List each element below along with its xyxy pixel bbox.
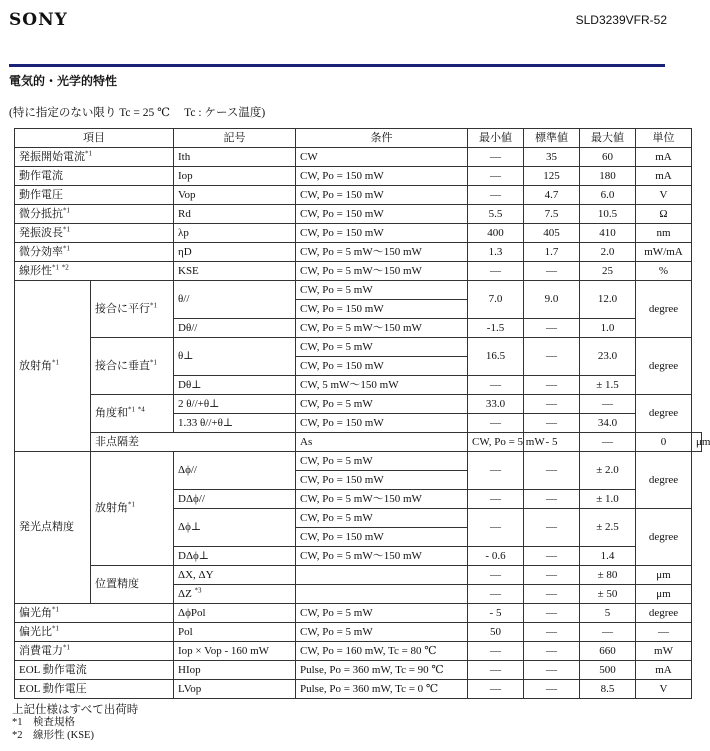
table-cell: 180 [580,167,636,186]
table-cell: 500 [580,661,636,680]
table-cell: V [636,680,692,699]
table-cell: ± 1.0 [580,490,636,509]
table-cell: 偏光比$^{*1}$ [15,623,174,642]
table-cell: 偏光角$^{*1}$ [15,604,174,623]
table-cell: degree [636,395,692,433]
table-row [15,224,702,243]
characteristics-table [14,128,710,699]
table-cell: 消費電力$^{*1}$ [15,642,174,661]
footnote-2: *2 線形性 (KSE) [12,730,94,741]
table-cell: — [524,642,580,661]
table-cell: CW, Po = 5 mW〜150 mW [296,243,468,262]
parallel-label: 接合に平行$^{*1}$ [91,281,174,338]
table-row [15,338,702,357]
table-cell: — [524,680,580,699]
table-cell: ± 50 [580,585,636,604]
table-row [15,604,702,623]
table-cell: CW, Po = 150 mW [296,205,468,224]
table-cell: Iop [174,167,296,186]
table-cell: - 5 [468,604,524,623]
table-cell: 9.0 [524,281,580,319]
table-cell: mW [636,642,692,661]
table-cell: - 5 [524,433,580,452]
table-cell: CW, Po = 150 mW [296,471,468,490]
table-cell: — [524,414,580,433]
table-cell: degree [636,281,692,338]
table-row [15,566,702,585]
table-cell: CW, Po = 150 mW [296,224,468,243]
table-cell: 発振波長$^{*1}$ [15,224,174,243]
table-cell: degree [636,338,692,395]
table-cell: ± 1.5 [580,376,636,395]
footer-note: 上記仕様はすべて出荷時 [12,704,139,716]
table-cell: CW, Po = 5 mW [296,452,468,471]
table-cell: 5 [580,604,636,623]
table-cell: 12.0 [580,281,636,319]
table-cell: 1.7 [524,243,580,262]
table-row [15,243,702,262]
table-cell: Dθ⊥ [174,376,296,395]
table-cell: — [468,642,524,661]
table-cell: 50 [468,623,524,642]
table-cell: CW, Po = 5 mW [296,338,468,357]
table-cell: — [524,509,580,547]
radiation-angle-label: 放射角$^{*1}$ [15,281,91,452]
table-cell: 2.0 [580,243,636,262]
table-cell: mW/mA [636,243,692,262]
table-cell: 400 [468,224,524,243]
table-cell: mA [636,148,692,167]
table-cell: 125 [524,167,580,186]
table-cell: 6.0 [580,186,636,205]
table-cell: 34.0 [580,414,636,433]
table-cell: — [468,509,524,547]
table-cell: mA [636,167,692,186]
table-cell: — [524,585,580,604]
table-cell: EOL 動作電流 [15,661,174,680]
header-min: 最小値 [468,129,524,148]
table-cell: 1.4 [580,547,636,566]
table-cell: μm [636,566,692,585]
table-cell: 7.5 [524,205,580,224]
table-row [15,433,702,452]
header-symbol: 記号 [174,129,296,148]
table-cell: 33.0 [468,395,524,414]
table-row [15,452,702,471]
table-cell: degree [636,452,692,509]
table-cell: Iop × Vop - 160 mW [174,642,296,661]
table-cell: — [580,623,636,642]
table-cell: — [524,490,580,509]
table-cell: -1.5 [468,319,524,338]
table-cell: 25 [580,262,636,281]
table-cell: 非点隔差 [91,433,296,452]
table-cell: As [296,433,468,452]
table-cell: HIop [174,661,296,680]
footnote-1: *1 検査規格 [12,717,75,728]
table-cell: CW, Po = 5 mW〜150 mW [296,262,468,281]
table-cell: 線形性$^{*1}$ $^{*2}$ [15,262,174,281]
table-cell: 405 [524,224,580,243]
table-cell: Rd [174,205,296,224]
table-cell: CW, Po = 5 mW [296,395,468,414]
header-condition: 条件 [296,129,468,148]
table-cell: — [636,623,692,642]
table-cell [296,566,468,585]
table-cell: 2 θ//+θ⊥ [174,395,296,414]
table-cell: — [468,490,524,509]
table-cell: CW, Po = 5 mW [468,433,524,452]
table-cell: CW, Po = 5 mW [296,604,468,623]
table-cell: ηD [174,243,296,262]
header-item: 項目 [15,129,174,148]
table-cell: 4.7 [524,186,580,205]
table-cell: CW, Po = 5 mW [296,623,468,642]
table-cell: 微分抵抗$^{*1}$ [15,205,174,224]
table-cell: — [524,566,580,585]
table-row [15,680,702,699]
table-cell: CW, Po = 160 mW, Tc = 80 ℃ [296,642,468,661]
table-row [15,395,702,414]
table-cell: 1.33 θ//+θ⊥ [174,414,296,433]
table-cell: ± 2.0 [580,452,636,490]
table-cell: — [524,338,580,376]
header-unit: 単位 [636,129,692,148]
table-cell: CW, Po = 150 mW [296,528,468,547]
table-cell: — [580,395,636,414]
table-cell: Δϕ⊥ [174,509,296,547]
table-cell: CW [296,148,468,167]
table-cell: 動作電圧 [15,186,174,205]
table-cell: — [468,661,524,680]
table-cell: CW, 5 mW〜150 mW [296,376,468,395]
table-cell: CW, Po = 150 mW [296,414,468,433]
table-cell: — [524,623,580,642]
table-cell [296,585,468,604]
table-cell: 35 [524,148,580,167]
table-cell: — [468,680,524,699]
table-row [15,623,702,642]
table-cell: 5.5 [468,205,524,224]
table-cell: 動作電流 [15,167,174,186]
test-conditions: (特に指定のない限り Tc = 25 ℃ Tc : ケース温度) [9,107,266,119]
table-cell: — [524,395,580,414]
table-row [15,642,702,661]
table-cell: Pulse, Po = 360 mW, Tc = 0 ℃ [296,680,468,699]
table-row [15,205,702,224]
table-cell: DΔϕ// [174,490,296,509]
section-title: 電気的・光学的特性 [9,74,118,88]
table-cell: 1.3 [468,243,524,262]
table-cell: 23.0 [580,338,636,376]
table-cell: % [636,262,692,281]
table-cell: — [468,376,524,395]
table-cell: 1.0 [580,319,636,338]
table-cell: μm [692,433,702,452]
table-cell: 微分効率$^{*1}$ [15,243,174,262]
table-cell: ΔϕPol [174,604,296,623]
table-cell: - 0.6 [468,547,524,566]
table-cell: — [524,452,580,490]
table-cell: — [468,167,524,186]
table-cell: — [524,319,580,338]
table-cell: 8.5 [580,680,636,699]
table-cell: 発振開始電流$^{*1}$ [15,148,174,167]
table-cell: 16.5 [468,338,524,376]
position-accuracy-label: 位置精度 [91,566,174,604]
table-cell: — [468,566,524,585]
table-cell: DΔϕ⊥ [174,547,296,566]
emission-accuracy-label: 発光点精度 [15,452,91,604]
table-cell: CW, Po = 5 mW [296,281,468,300]
table-cell: — [524,661,580,680]
table-cell: Pol [174,623,296,642]
table-cell: — [580,433,636,452]
table-row [15,167,702,186]
table-cell: — [468,186,524,205]
table-cell: CW, Po = 150 mW [296,300,468,319]
table-cell: V [636,186,692,205]
table-row [15,281,702,300]
table-cell: CW, Po = 5 mW〜150 mW [296,490,468,509]
table-cell: — [468,452,524,490]
emission-radiation-label: 放射角$^{*1}$ [91,452,174,566]
header-typ: 標準値 [524,129,580,148]
table-cell: LVop [174,680,296,699]
table-row [15,262,702,281]
table-cell: — [524,604,580,623]
table-cell: EOL 動作電圧 [15,680,174,699]
table-header-row [15,129,702,148]
table-cell: μm [636,585,692,604]
table-cell: Ω [636,205,692,224]
header-rule [9,64,665,67]
table-cell: 660 [580,642,636,661]
table-cell: θ// [174,281,296,319]
model-number: SLD3239VFR-52 [575,13,667,27]
table-cell: CW, Po = 5 mW [296,509,468,528]
table-cell: CW, Po = 150 mW [296,357,468,376]
table-cell: CW, Po = 5 mW〜150 mW [296,547,468,566]
table-cell: — [524,547,580,566]
table-cell: ± 80 [580,566,636,585]
table-cell: θ⊥ [174,338,296,376]
table-cell: ΔZ $^{*3}$ [174,585,296,604]
table-cell: ΔX, ΔY [174,566,296,585]
table-cell: ± 2.5 [580,509,636,547]
table-row [15,186,702,205]
header-max: 最大値 [580,129,636,148]
table-cell: Δϕ// [174,452,296,490]
table-cell: degree [636,509,692,566]
table-cell: Dθ// [174,319,296,338]
table-cell: 10.5 [580,205,636,224]
table-cell: degree [636,604,692,623]
table-cell: Ith [174,148,296,167]
table-cell: CW, Po = 5 mW〜150 mW [296,319,468,338]
table-cell: 0 [636,433,692,452]
table-cell: KSE [174,262,296,281]
table-cell: 410 [580,224,636,243]
angle-sum-label: 角度和$^{*1}$ $^{*4}$ [91,395,174,433]
table-cell: nm [636,224,692,243]
table-cell: — [468,262,524,281]
table-cell: 7.0 [468,281,524,319]
table-cell: — [468,585,524,604]
table-cell: — [524,262,580,281]
table-row [15,148,702,167]
table-row [15,661,702,680]
sony-logo: SONY [9,10,68,30]
table-cell: — [468,414,524,433]
table-cell: CW, Po = 150 mW [296,186,468,205]
table-cell: mA [636,661,692,680]
table-cell: 60 [580,148,636,167]
vertical-label: 接合に垂直$^{*1}$ [91,338,174,395]
table-cell: CW, Po = 150 mW [296,167,468,186]
table-cell: λp [174,224,296,243]
table-cell: Pulse, Po = 360 mW, Tc = 90 ℃ [296,661,468,680]
table-cell: Vop [174,186,296,205]
table-cell: — [468,148,524,167]
table-cell: — [524,376,580,395]
